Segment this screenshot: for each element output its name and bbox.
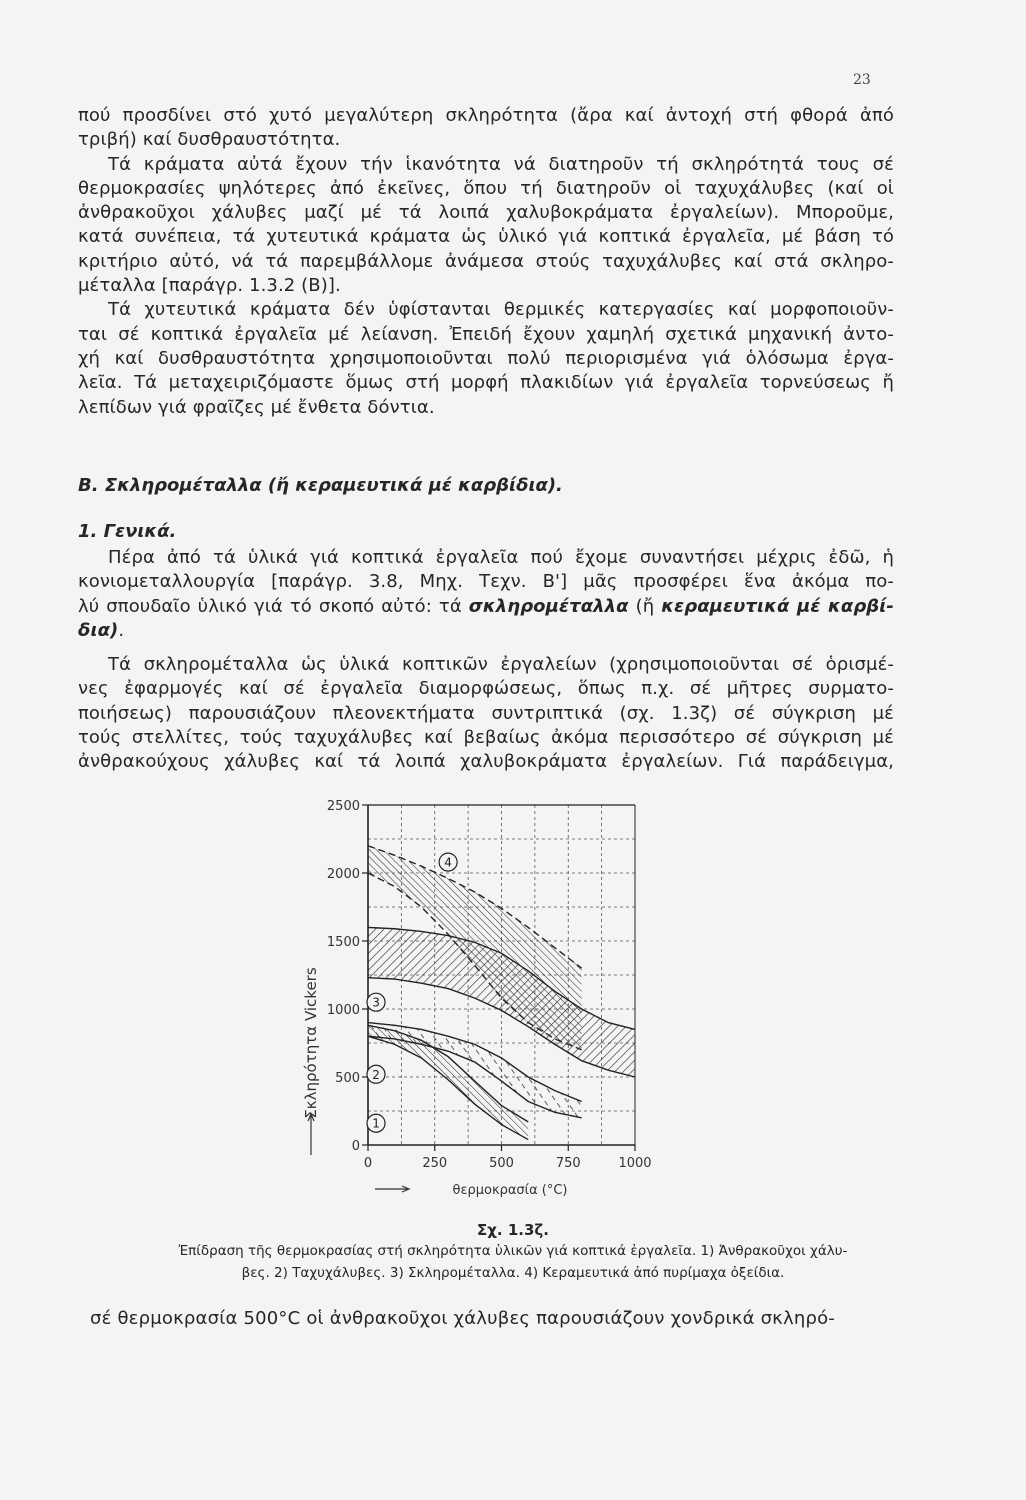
x-tick-label: 750	[555, 1156, 581, 1171]
y-axis-arrow	[308, 1114, 314, 1155]
series-marker-label-2: 2	[372, 1067, 380, 1082]
text-line: κατά συνέπεια, τά χυτευτικά κράματα ὡς ὑλικό γιά κοπτικά ἐργαλεῖα, μέ βάση τό	[78, 226, 894, 248]
x-tick-label: 250	[422, 1156, 448, 1171]
emphasis: δια)	[78, 619, 119, 641]
y-tick-label: 500	[335, 1071, 360, 1086]
text-line: ποιήσεως) παρουσιάζουν πλεονεκτήματα συντριπτικά (σχ. 1.3ζ) σέ σύγκριση μέ	[78, 702, 894, 724]
body-text	[78, 653, 894, 774]
emphasis: σκληρομέταλλα	[468, 595, 629, 617]
text-line: Τά χυτευτικά κράματα δέν ὑφίστανται θερμικές κατεργασίες καί μορφοποιοῦν-	[108, 299, 894, 321]
figure-number: Σχ. 1.3ζ.	[477, 1221, 549, 1239]
text-line: μέταλλα [παράγρ. 1.3.2 (Β)].	[78, 275, 341, 297]
text-line: κονιομεταλλουργία [παράγρ. 3.8, Μηχ. Τεχν. Β'] μᾶς προσφέρει ἕνα ἀκόμα πο-	[78, 571, 894, 593]
body-text	[78, 546, 894, 643]
text-line: Τά σκληρομέταλλα ὡς ὑλικά κοπτικῶν ἐργαλείων (χρησιμοποιοῦνται σέ ὁρισμέ-	[108, 654, 894, 675]
text-line: λεπίδων γιά φραῖζες μέ ἔνθετα δόντια.	[78, 396, 435, 418]
y-tick-label: 0	[351, 1139, 360, 1154]
text-line: τούς στελλίτες, τούς ταχυχάλυβες καί βεβαίως ἀκόμα περισσότερο σέ σύγκριση μέ	[78, 726, 894, 748]
section-heading-b	[78, 474, 894, 498]
y-tick-label: 2000	[326, 867, 360, 882]
text-line: τριβή) καί δυσθραυστότητα.	[78, 129, 341, 151]
y-tick-label: 1500	[326, 935, 360, 950]
text-line: σέ θερμοκρασία 500°C οἱ ἀνθρακοῦχοι χάλυβες παρουσιάζουν χονδρικά σκληρό-	[90, 1308, 835, 1329]
text-line: θερμοκρασίες ψηλότερες ἀπό ἐκεῖνες, ὅπου τή διατηροῦν οἱ ταχυχάλυβες (καί οἱ	[78, 177, 894, 199]
x-axis-arrow	[375, 1186, 409, 1192]
text-span: .	[118, 619, 125, 641]
x-tick-label: 0	[363, 1156, 373, 1171]
text-line: πού προσδίνει στό χυτό μεγαλύτερη σκληρότητα (ἄρα καί ἀντοχή στή φθορά ἀπό	[78, 105, 894, 126]
series-marker-label-3: 3	[372, 995, 380, 1010]
figure-caption: Ἐπίδραση τῆς θερμοκρασίας στή σκληρότητα ὑλικῶν γιά κοπτικά ἐργαλεῖα. 1) Ἀνθρακοῦχοι χάλυ-	[178, 1243, 848, 1259]
x-axis-label: θερμοκρασία (°C)	[452, 1183, 568, 1198]
text-line: ἀνθρακούχους χάλυβες καί τά λοιπά χαλυβοκράματα ἐργαλείων. Γιά παράδειγμα,	[78, 751, 894, 773]
text-line: Τά κράματα αὐτά ἔχουν τήν ἱκανότητα νά διατηροῦν τή σκληρότητά τους σέ	[108, 153, 894, 175]
text-line: χή καί δυσθραυστότητα χρησιμοποιοῦνται πολύ περιορισμένα γιά ὁλόσωμα ἐργα-	[78, 347, 894, 369]
text-line: νες ἐφαρμογές καί σέ ἐργαλεῖα διαμορφώσεως, ὅπως π.χ. σέ μῆτρες συρματο-	[78, 678, 894, 700]
series-marker-label-1: 1	[372, 1116, 380, 1131]
text-span: λύ σπουδαῖο ὑλικό γιά τό σκοπό αὐτό: τά	[78, 595, 469, 617]
text-line: ται σέ κοπτικά ἐργαλεῖα μέ λείανση. Ἐπειδή ἔχουν χαμηλή σχετικά μηχανική ἀντο-	[78, 323, 894, 345]
subsection-title: 1. Γενικά.	[78, 521, 177, 542]
text-line: λεῖα. Τά μεταχειριζόμαστε ὅμως στή μορφή πλακιδίων γιά ἐργαλεῖα τορνεύσεως ἤ	[78, 372, 894, 394]
y-tick-label: 1000	[326, 1003, 360, 1018]
body-text	[78, 104, 894, 420]
section-title: Β. Σκληρομέταλλα (ἤ κεραμευτικά μέ καρβίδια).	[78, 475, 563, 496]
page-number: 23	[853, 72, 871, 88]
series-marker-label-4: 4	[444, 855, 452, 870]
figure-caption: βες. 2) Ταχυχάλυβες. 3) Σκληρομέταλλα. 4) Κεραμευτικά ἀπό πυρίμαχα ὀξείδια.	[241, 1265, 785, 1281]
text-line	[78, 619, 894, 643]
x-tick-label: 500	[489, 1156, 514, 1171]
text-line	[78, 595, 894, 619]
text-line: ἀνθρακοῦχοι χάλυβες μαζί μέ τά λοιπά χαλυβοκράματα ἐργαλείων). Μποροῦμε,	[78, 202, 894, 224]
subsection-heading	[78, 520, 894, 544]
text-line: Πέρα ἀπό τά ὑλικά γιά κοπτικά ἐργαλεῖα πού ἔχομε συναντήσει μέχρις ἐδῶ, ἡ	[108, 547, 894, 568]
y-tick-label: 2500	[326, 799, 360, 814]
y-axis-label: Σκληρότητα Vickers	[302, 967, 320, 1119]
text-line: κριτήριο αὐτό, νά τά παρεμβάλλομε ἀνάμεσα στούς ταχυχάλυβες καί στά σκληρο-	[78, 250, 894, 272]
x-tick-label: 1000	[618, 1156, 652, 1171]
emphasis: κεραμευτικά μέ καρβί-	[661, 595, 894, 617]
hardness-temperature-chart	[290, 785, 690, 1205]
text-span: (ἤ	[628, 595, 662, 617]
